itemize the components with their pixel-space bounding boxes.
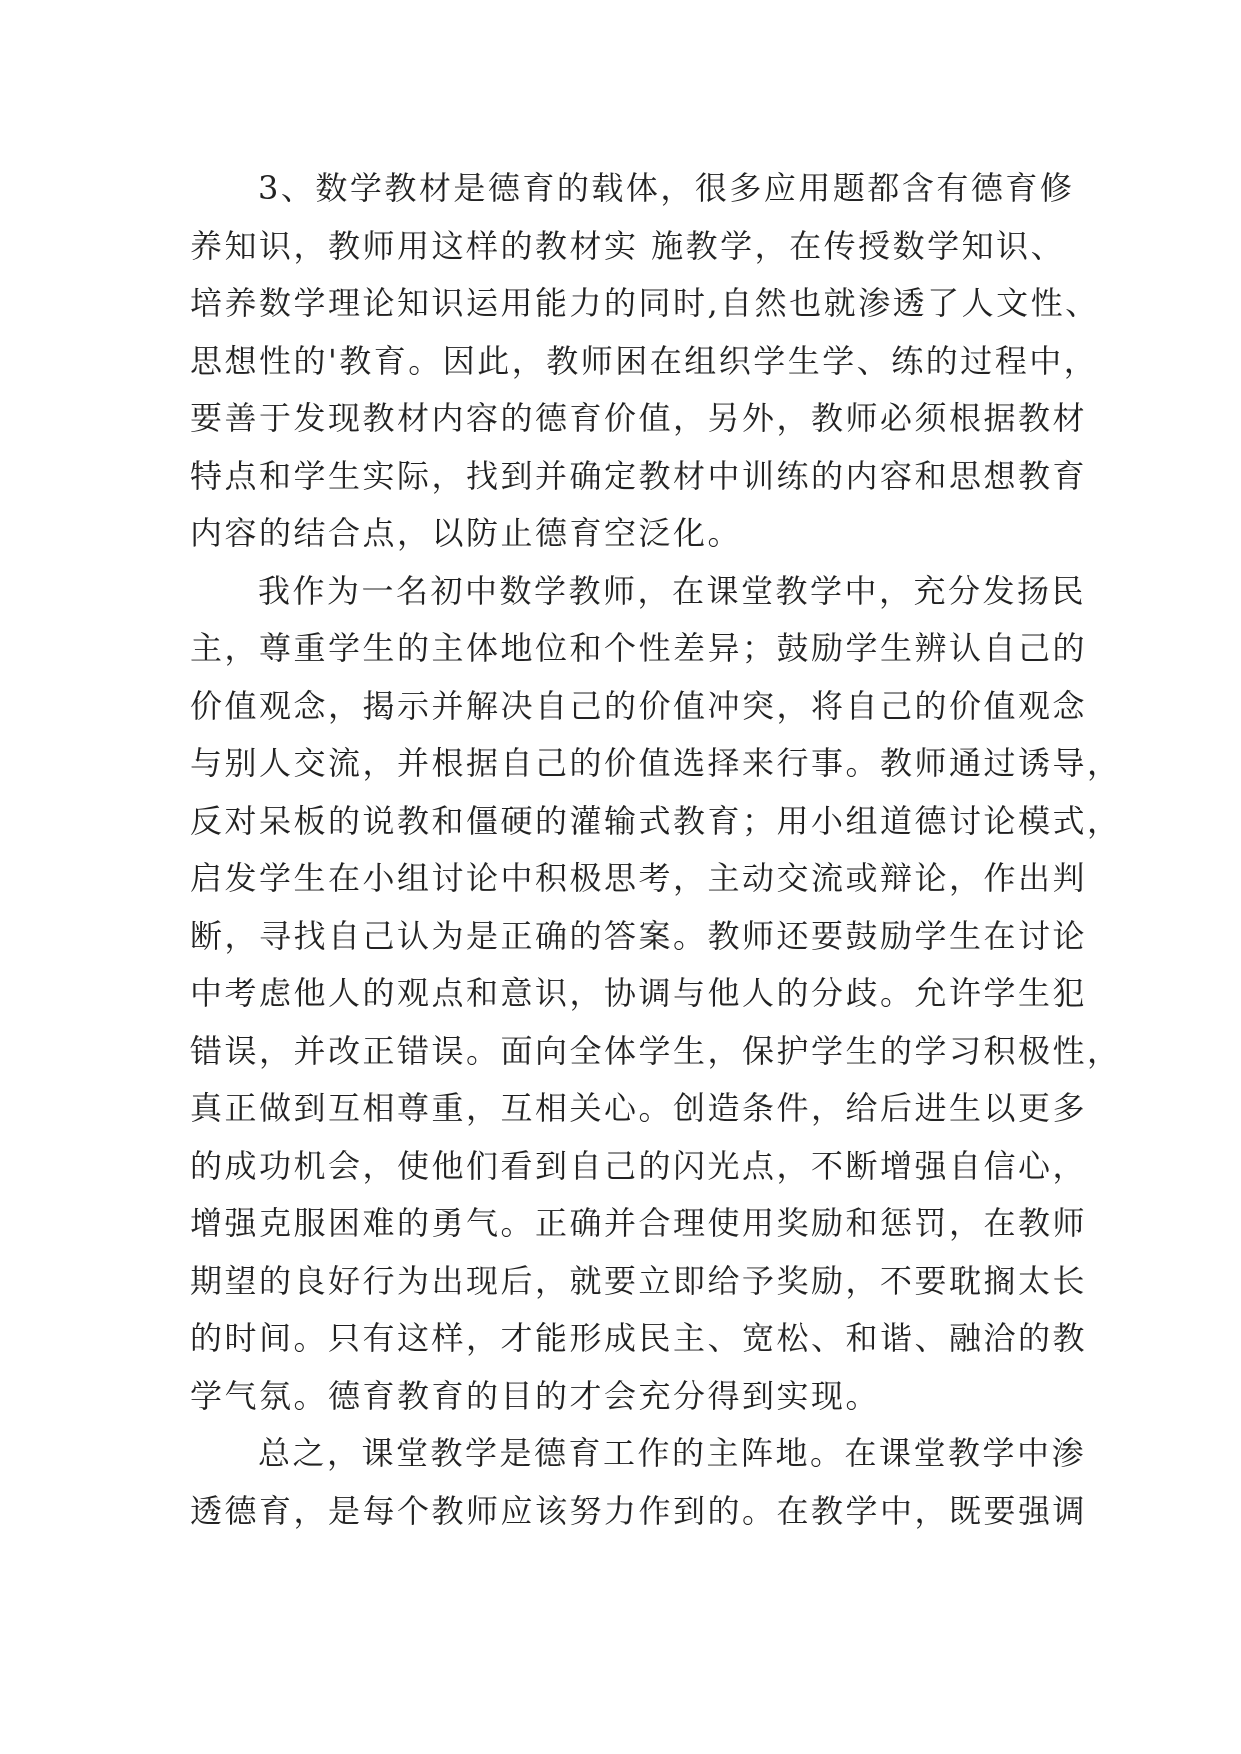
text-line: 总之，课堂教学是德育工作的主阵地。在课堂教学中渗 bbox=[258, 1434, 1087, 1472]
text-line: 我作为一名初中数学教师，在课堂教学中，充分发扬民 bbox=[258, 571, 1087, 610]
text-line: 特点和学生实际，找到并确定教材中训练的内容和思想教育 bbox=[190, 456, 1088, 495]
text-line: 启发学生在小组讨论中积极思考，主动交流或辩论，作出判 bbox=[190, 859, 1088, 897]
text-line: 错误，并改正错误。面向全体学生，保护学生的学习积极性， bbox=[190, 1031, 1122, 1070]
text-line: 真正做到互相尊重，互相关心。创造条件，给后进生以更多 bbox=[190, 1089, 1088, 1127]
text-line: 增强克服困难的勇气。正确并合理使用奖励和惩罚，在教师 bbox=[190, 1204, 1088, 1242]
text-line: 培养数学理论知识运用能力的同时,自然也就渗透了人文性、 bbox=[190, 284, 1100, 322]
text-line: 3、数学教材是德育的载体，很多应用题都含有德育修 bbox=[258, 169, 1075, 207]
text-line: 透德育，是每个教师应该努力作到的。在教学中，既要强调 bbox=[190, 1491, 1088, 1530]
text-line: 思想性的'教育。因此，教师困在组织学生学、练的过程中， bbox=[190, 341, 1099, 380]
text-line: 价值观念，揭示并解决自己的价值冲突，将自己的价值观念 bbox=[190, 686, 1088, 725]
text-line: 的成功机会，使他们看到自己的闪光点，不断增强自信心， bbox=[190, 1146, 1088, 1185]
text-line: 主，尊重学生的主体地位和个性差异；鼓励学生辨认自己的 bbox=[190, 629, 1088, 667]
text-line: 中考虑他人的观点和意识，协调与他人的分歧。允许学生犯 bbox=[190, 974, 1088, 1012]
text-line: 内容的结合点，以防止德育空泛化。 bbox=[190, 514, 743, 552]
text-line: 养知识，教师用这样的教材实 施教学，在传授数学知识、 bbox=[190, 226, 1066, 265]
text-line: 的时间。只有这样，才能形成民主、宽松、和谐、融洽的教 bbox=[190, 1319, 1088, 1357]
text-line: 要善于发现教材内容的德育价值，另外，教师必须根据教材 bbox=[190, 399, 1088, 437]
text-line: 与别人交流，并根据自己的价值选择来行事。教师通过诱导， bbox=[190, 744, 1122, 782]
text-line: 断，寻找自己认为是正确的答案。教师还要鼓励学生在讨论 bbox=[190, 916, 1088, 955]
text-line: 学气氛。德育教育的目的才会充分得到实现。 bbox=[190, 1376, 881, 1415]
text-line: 期望的良好行为出现后，就要立即给予奖励，不要耽搁太长 bbox=[190, 1261, 1088, 1300]
body-text bbox=[190, 160, 1122, 1540]
text-line: 反对呆板的说教和僵硬的灌输式教育；用小组道德讨论模式， bbox=[190, 801, 1122, 840]
